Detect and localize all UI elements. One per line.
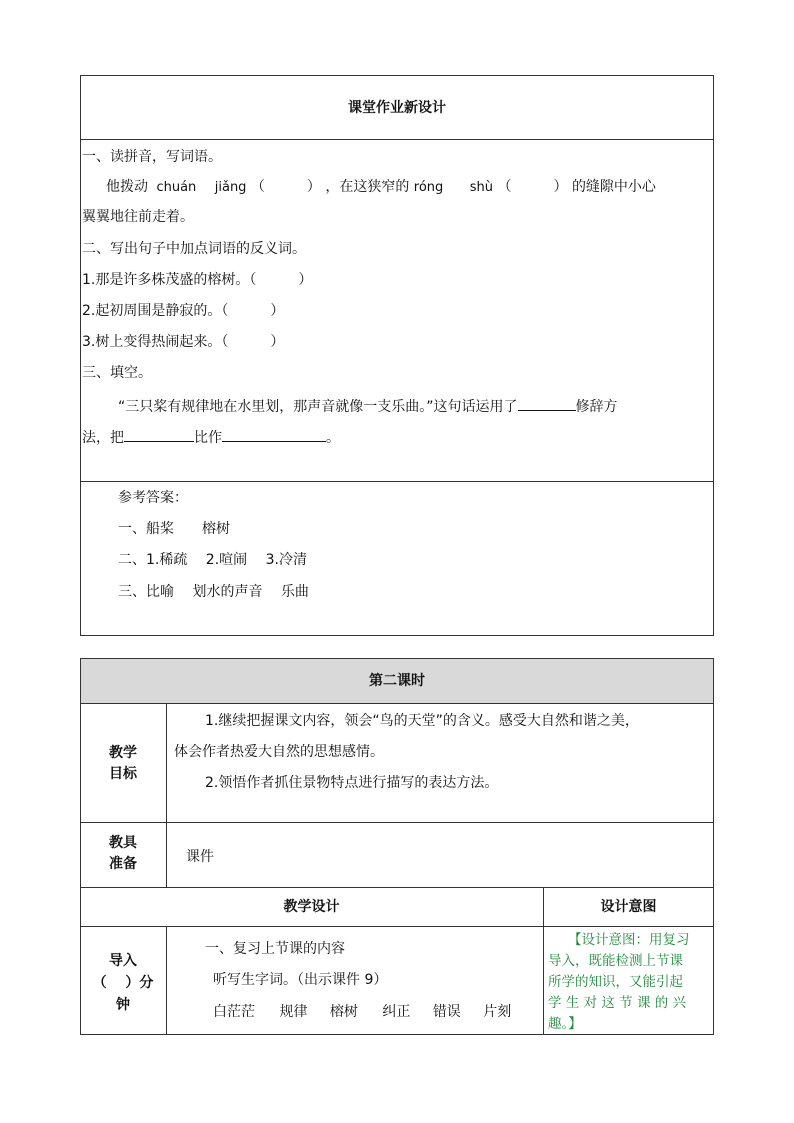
- intro-label: 导入 （ ）分 钟: [92, 953, 154, 1013]
- list-item: 错误: [432, 1004, 461, 1020]
- row-divider: [80, 703, 714, 704]
- list-item: 规律: [279, 1004, 308, 1020]
- sentence-text: 。: [326, 430, 340, 446]
- answer-blank[interactable]: （ ）: [497, 179, 568, 195]
- question-1: 1.那是许多株茂盛的榕树。（ ）: [82, 272, 313, 288]
- label-column-divider: [166, 703, 167, 887]
- sentence-text: 法，把: [82, 430, 124, 446]
- answer-1: 一、船桨 榕树: [118, 521, 230, 537]
- sentence-text: 修辞方: [575, 399, 618, 415]
- sentence-text: 他拨动: [106, 179, 148, 195]
- sentence-text: 比作: [194, 430, 222, 446]
- intro-step-2: 听写生字词。（出示课件 9）: [213, 972, 388, 988]
- section3-heading: 三、填空。: [82, 365, 152, 381]
- intro-step-1: 一、复习上节课的内容: [205, 941, 345, 957]
- goals-label: 教学 目标: [109, 745, 137, 782]
- question-2: 2.起初周围是静寂的。（ ）: [82, 303, 285, 319]
- section1-sentence-line2: 翼翼地往前走着。: [82, 209, 194, 225]
- goal-2: 2.领悟作者抓住景物特点进行描写的表达方法。: [205, 775, 499, 791]
- fill-blank[interactable]: [222, 427, 326, 442]
- fill-blank[interactable]: [124, 427, 194, 442]
- tools-value: 课件: [186, 849, 214, 865]
- pinyin: chuán: [156, 180, 197, 195]
- homework-title: 课堂作业新设计: [348, 100, 446, 116]
- column-header-design: 教学设计: [283, 899, 340, 915]
- list-item: 白茫茫: [213, 1004, 255, 1020]
- answers-divider: [80, 481, 714, 482]
- list-item: 榕树: [329, 1004, 358, 1020]
- homework-title-divider: [80, 139, 714, 140]
- list-item: 纠正: [382, 1004, 411, 1020]
- sentence-text: “三只桨有规律地在水里划，那声音就像一支乐曲。”这句话运用了: [118, 399, 518, 415]
- goal-1-line1: 1.继续把握课文内容，领会“鸟的天堂”的含义。感受大自然和谐之美，: [205, 713, 639, 729]
- lesson-header: 第二课时: [369, 673, 425, 689]
- design-intent-note: 【设计意图：用复习 导入，既能检测上节课 所学的知识，又能引起 学 生 对 这 节 课 的 兴 趣。】: [548, 932, 690, 1032]
- question-3: 3.树上变得热闹起来。（ ）: [82, 334, 285, 350]
- word-list: [213, 1003, 511, 1021]
- row-divider: [80, 887, 714, 888]
- section1-sentence-line1: [106, 178, 656, 197]
- answer-blank[interactable]: （ ）: [250, 179, 321, 195]
- column-header-intent: 设计意图: [600, 899, 657, 915]
- goal-1-line2: 体会作者热爱大自然的思想感情。: [174, 744, 384, 760]
- row-divider: [80, 822, 714, 823]
- pinyin: jiǎng: [214, 180, 247, 195]
- label-column-divider: [166, 926, 167, 1035]
- section3-line2: [82, 427, 340, 447]
- section3-line1: [118, 396, 618, 416]
- row-divider: [80, 926, 714, 927]
- list-item: 片刻: [483, 1004, 512, 1020]
- fill-blank[interactable]: [518, 396, 576, 411]
- sentence-text: ，在这狭窄的: [325, 179, 410, 195]
- answer-3: 三、比喻 划水的声音 乐曲: [118, 584, 309, 600]
- section1-heading: 一、读拼音，写词语。: [82, 149, 222, 165]
- sentence-text: 的缝隙中小心: [571, 179, 656, 195]
- answer-2: 二、1.稀疏 2.喧闹 3.冷清: [118, 552, 307, 568]
- pinyin: shù: [469, 180, 494, 195]
- pinyin: róng: [413, 180, 444, 195]
- tools-label: 教具 准备: [109, 835, 137, 872]
- section2-heading: 二、写出句子中加点词语的反义词。: [82, 241, 306, 257]
- answers-heading: 参考答案：: [118, 490, 188, 506]
